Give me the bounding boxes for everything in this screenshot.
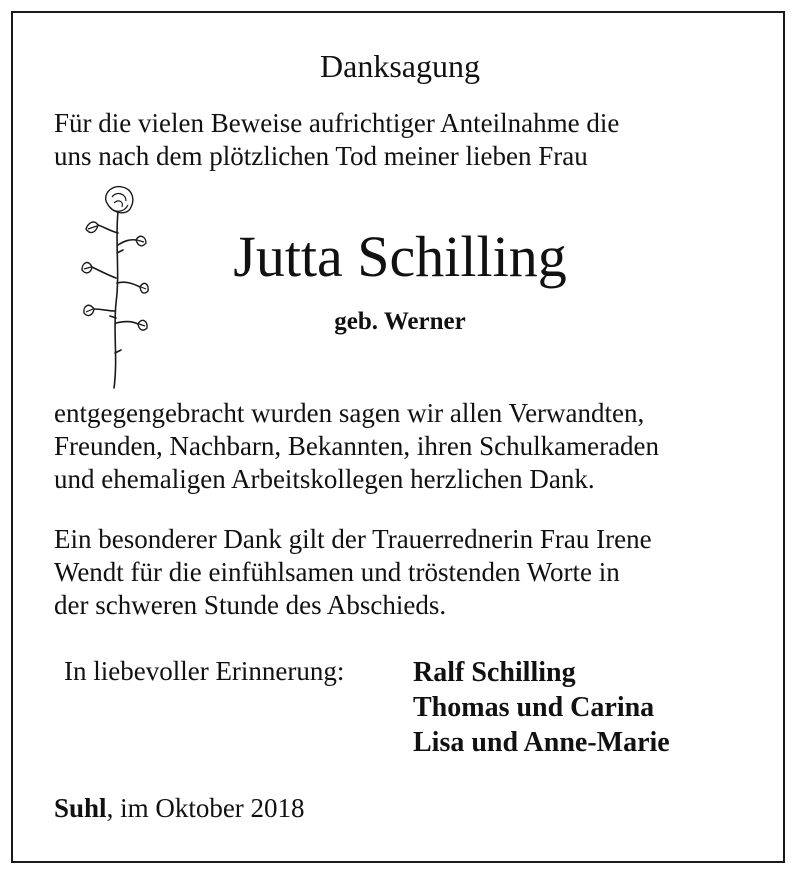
signer-name: Thomas und Carina (413, 692, 655, 723)
rose-icon (80, 183, 150, 393)
date-text: , im Oktober 2018 (106, 793, 305, 823)
special-thanks-line: Ein besonderer Dank gilt der Trauerrednerin Frau Irene (54, 524, 652, 554)
special-thanks-line: der schweren Stunde des Abschieds. (54, 590, 447, 620)
thanks-line: und ehemaligen Arbeitskollegen herzlichen Dank. (54, 464, 595, 494)
notice-heading: Danksagung (320, 48, 480, 84)
thanks-paragraph (54, 397, 659, 496)
signer-name: Lisa und Anne-Marie (413, 727, 670, 758)
signer-name: Ralf Schilling (413, 657, 576, 688)
place-name: Suhl (54, 793, 107, 823)
deceased-name: Jutta Schilling (233, 224, 567, 289)
memory-label: In liebevoller Erinnerung: (64, 656, 345, 686)
intro-line: uns nach dem plötzlichen Tod meiner lieben Frau (54, 141, 588, 171)
intro-paragraph (54, 107, 619, 173)
intro-line: Für die vielen Beweise aufrichtiger Anteilnahme die (54, 108, 620, 138)
special-thanks-paragraph (54, 523, 652, 622)
place-date (54, 791, 305, 825)
special-thanks-line: Wendt für die einfühlsamen und tröstenden Worte in (54, 557, 620, 587)
signer-list (413, 655, 670, 760)
maiden-name: geb. Werner (334, 308, 466, 335)
thanks-line: entgegengebracht wurden sagen wir allen Verwandten, (54, 398, 645, 428)
thanks-line: Freunden, Nachbarn, Bekannten, ihren Schulkameraden (54, 431, 660, 461)
